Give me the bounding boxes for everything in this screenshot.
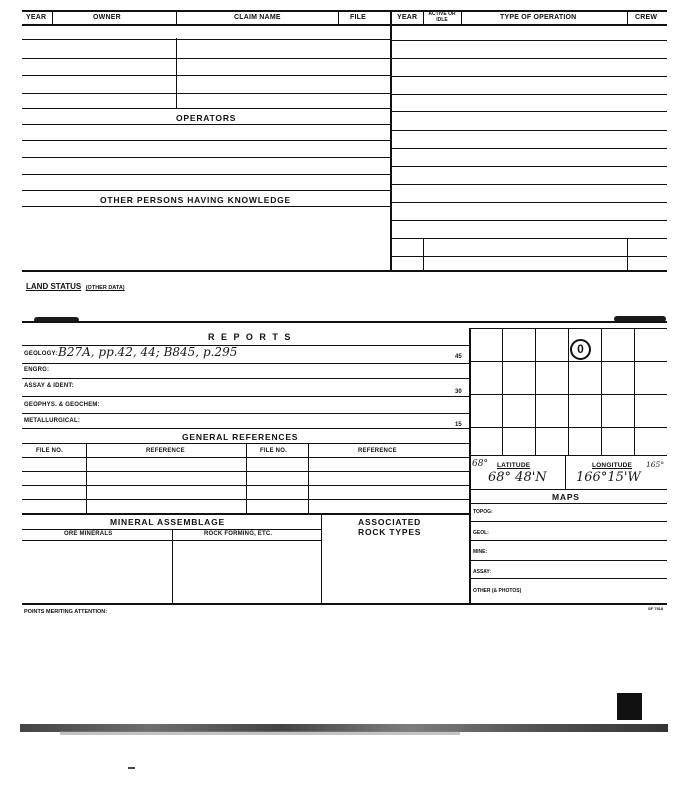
col-rock-forming: ROCK FORMING, ETC. bbox=[204, 531, 273, 537]
row-line bbox=[22, 206, 390, 207]
engrg-label: ENGRG: bbox=[24, 367, 50, 373]
row-line bbox=[22, 378, 469, 379]
divider bbox=[52, 10, 53, 24]
col-header-owner: OWNER bbox=[93, 14, 121, 21]
divider bbox=[423, 238, 424, 270]
assay-label: ASSAY: bbox=[473, 569, 492, 575]
rock-types-title: ROCK TYPES bbox=[358, 527, 422, 537]
divider bbox=[627, 10, 628, 24]
row-line bbox=[469, 521, 667, 522]
grid-number-45: 45 bbox=[455, 354, 462, 360]
row-line bbox=[22, 75, 390, 76]
divider bbox=[246, 443, 247, 513]
divider bbox=[176, 10, 177, 24]
row-line bbox=[469, 503, 667, 504]
row-line bbox=[22, 58, 390, 59]
mineral-assemblage-title: MINERAL ASSEMBLAGE bbox=[110, 517, 225, 527]
divider bbox=[172, 529, 173, 603]
top-border bbox=[22, 10, 667, 12]
row-line bbox=[22, 396, 469, 397]
col-file-no-1: FILE NO. bbox=[36, 448, 63, 454]
row-line bbox=[469, 455, 667, 456]
divider bbox=[634, 328, 635, 455]
col-header-file: FILE bbox=[350, 14, 366, 21]
longitude-label: LONGITUDE bbox=[592, 462, 633, 469]
col-header-claim-name: CLAIM NAME bbox=[234, 14, 281, 21]
maps-title: MAPS bbox=[552, 492, 580, 502]
scan-artifact-block bbox=[617, 693, 642, 720]
other-photos-label: OTHER (& PHOTOS) bbox=[473, 588, 522, 594]
section-border bbox=[22, 603, 667, 605]
divider bbox=[423, 10, 424, 24]
row-line bbox=[392, 76, 667, 77]
other-persons-title: OTHER PERSONS HAVING KNOWLEDGE bbox=[100, 195, 292, 205]
row-line bbox=[469, 560, 667, 561]
row-line bbox=[392, 130, 667, 131]
row-line bbox=[392, 202, 667, 203]
latitude-value: 68° 48'N bbox=[488, 470, 547, 485]
row-line bbox=[22, 413, 469, 414]
center-divider bbox=[390, 10, 392, 270]
col-header-type-of-operation: TYPE OF OPERATION bbox=[500, 14, 577, 21]
grid-mark: 0 bbox=[577, 342, 584, 356]
divider bbox=[86, 443, 87, 513]
location-grid-left-border bbox=[469, 328, 471, 603]
scan-artifact-dot bbox=[128, 767, 135, 769]
row-line bbox=[392, 111, 667, 112]
col-header-active-idle: ACTIVE OR IDLE bbox=[428, 11, 456, 23]
col-header-year-2: YEAR bbox=[397, 14, 418, 21]
latitude-label: LATITUDE bbox=[497, 462, 531, 469]
row-line bbox=[392, 256, 667, 257]
row-line bbox=[22, 157, 390, 158]
land-status-subtitle: (OTHER DATA) bbox=[85, 285, 125, 291]
operators-title: OPERATORS bbox=[176, 113, 237, 123]
topog-label: TOPOG: bbox=[473, 509, 493, 515]
row-line bbox=[22, 428, 469, 429]
row-line bbox=[392, 148, 667, 149]
divider bbox=[568, 328, 569, 455]
divider bbox=[338, 10, 339, 24]
grid-number-30: 30 bbox=[455, 389, 462, 395]
divider bbox=[308, 443, 309, 513]
longitude-value: 166°15'W bbox=[576, 470, 641, 485]
grid-number-15: 15 bbox=[455, 422, 462, 428]
associated-title: ASSOCIATED bbox=[358, 517, 422, 527]
scan-artifact-noise bbox=[60, 731, 460, 735]
location-circle-mark bbox=[570, 339, 591, 360]
divider bbox=[502, 328, 503, 455]
row-line bbox=[392, 238, 667, 239]
divider bbox=[176, 38, 177, 108]
geology-label: GEOLOGY: bbox=[24, 351, 58, 357]
row-line bbox=[392, 58, 667, 59]
row-line bbox=[392, 184, 667, 185]
lat-prefix: 68° bbox=[472, 459, 488, 469]
points-meriting-attention: POINTS MERITING ATTENTION: bbox=[24, 609, 108, 615]
header-bottom-border bbox=[22, 24, 667, 26]
col-reference-1: REFERENCE bbox=[146, 448, 185, 454]
divider bbox=[535, 328, 536, 455]
row-line bbox=[392, 166, 667, 167]
section-border bbox=[22, 321, 667, 323]
row-line bbox=[22, 174, 390, 175]
row-line bbox=[22, 39, 390, 40]
divider bbox=[601, 328, 602, 455]
row-line bbox=[22, 363, 469, 364]
assay-ident-label: ASSAY & IDENT: bbox=[24, 383, 74, 389]
lon-suffix: 165° bbox=[646, 460, 665, 469]
row-line bbox=[392, 220, 667, 221]
metallurgical-label: METALLURGICAL: bbox=[24, 418, 81, 424]
row-line bbox=[22, 124, 390, 125]
general-references-title: GENERAL REFERENCES bbox=[182, 432, 299, 442]
row-line bbox=[22, 140, 390, 141]
row-line bbox=[392, 40, 667, 41]
geophys-geochem-label: GEOPHYS. & GEOCHEM: bbox=[24, 402, 100, 408]
col-ore-minerals: ORE MINERALS bbox=[64, 531, 113, 537]
row-line bbox=[22, 190, 390, 191]
section-border bbox=[22, 513, 469, 515]
row-line bbox=[22, 108, 390, 109]
form-code: SF 7518 bbox=[648, 606, 664, 611]
row-line bbox=[392, 94, 667, 95]
col-header-crew: CREW bbox=[635, 14, 658, 21]
reports-title: R E P O R T S bbox=[208, 332, 293, 342]
row-line bbox=[22, 93, 390, 94]
row-line bbox=[469, 578, 667, 579]
row-line bbox=[469, 540, 667, 541]
row-line bbox=[469, 489, 667, 490]
col-file-no-2: FILE NO. bbox=[260, 448, 287, 454]
geology-value: B27A, pp.42, 44; B845, p.295 bbox=[58, 345, 238, 359]
divider bbox=[321, 513, 322, 603]
land-status-heading bbox=[26, 276, 125, 294]
land-status-title: LAND STATUS bbox=[26, 282, 82, 291]
divider bbox=[461, 10, 462, 24]
col-reference-2: REFERENCE bbox=[358, 448, 397, 454]
divider bbox=[565, 455, 566, 489]
geol-label: GEOL: bbox=[473, 530, 489, 536]
mine-label: MINE: bbox=[473, 549, 488, 555]
section-border bbox=[22, 270, 667, 272]
divider bbox=[627, 238, 628, 270]
col-header-year: YEAR bbox=[26, 14, 47, 21]
